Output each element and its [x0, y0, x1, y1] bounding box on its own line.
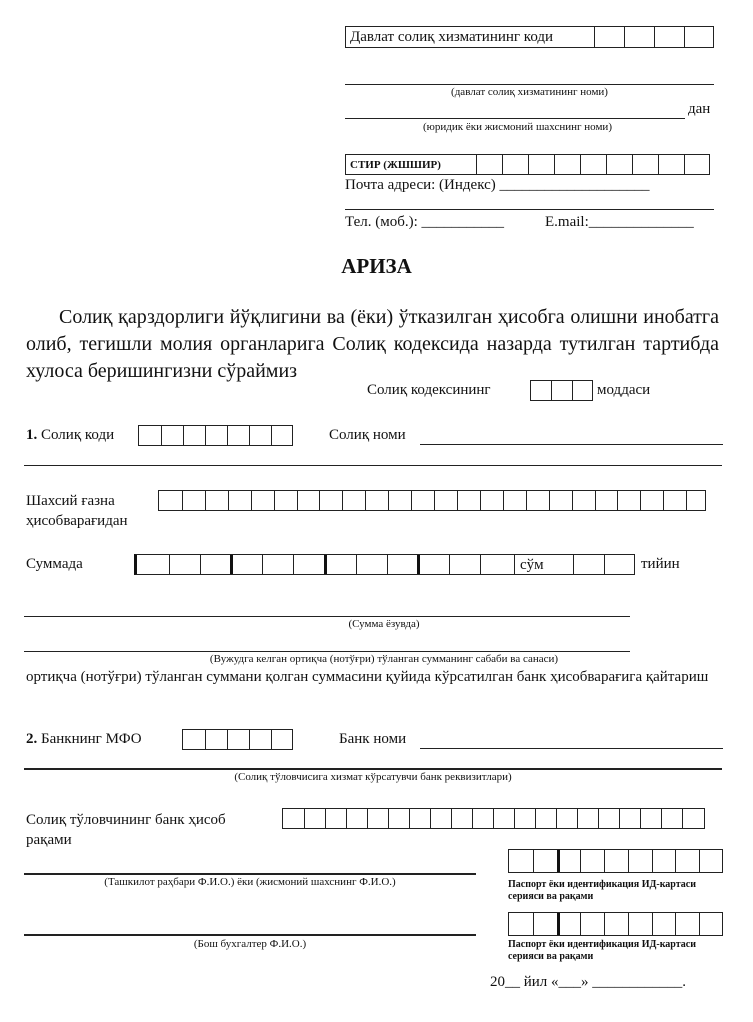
section1-header [26, 427, 114, 444]
amount-cell[interactable] [387, 555, 418, 574]
treasury-account-cell[interactable] [480, 491, 503, 510]
treasury-account-cell[interactable] [434, 491, 457, 510]
reason-caption: (Вужудга келган ортиқча (нотўғри) тўланган сумманинг сабаби ва санаси) [209, 653, 559, 665]
reason-line[interactable] [24, 651, 630, 652]
tax-code-cell[interactable] [205, 426, 227, 445]
tiyin-cell[interactable] [573, 555, 604, 574]
amount-cell[interactable] [200, 555, 231, 574]
applicant-name-line[interactable] [345, 118, 685, 119]
tiyin-cell[interactable] [604, 555, 634, 574]
bank-account-cell[interactable] [682, 809, 704, 828]
treasury-account-cell[interactable] [205, 491, 228, 510]
tax-code-cell[interactable] [249, 426, 271, 445]
bank-account-cell[interactable] [325, 809, 346, 828]
bank-account-cell[interactable] [388, 809, 409, 828]
treasury-account-box [158, 490, 706, 511]
treasury-account-cell[interactable] [457, 491, 480, 510]
passport-cell[interactable] [699, 913, 722, 935]
passport-cell[interactable] [557, 850, 581, 872]
date-field[interactable]: 20__ йил «___» ____________. [490, 974, 687, 990]
sum-unit-box [514, 554, 635, 575]
amount-cell[interactable] [356, 555, 387, 574]
bank-account-cell[interactable] [577, 809, 598, 828]
treasury-account-cell[interactable] [617, 491, 640, 510]
passport-caption-2: Паспорт ёки идентификация ИД-картаси серияси ва рақами [508, 939, 696, 962]
head-caption: (Ташкилот раҳбари Ф.И.О.) ёки (жисмоний шахснинг Ф.И.О.) [104, 876, 396, 888]
tin-label: СТИР (ЖШШИР) [350, 159, 441, 171]
passport-cell[interactable] [557, 913, 581, 935]
head-signature-line[interactable] [24, 873, 476, 875]
bank-account-cell[interactable] [304, 809, 325, 828]
bank-account-cell[interactable] [472, 809, 493, 828]
tax-name-label: Солиқ номи [329, 427, 406, 443]
article-label-after: моддаси [597, 382, 651, 398]
article-cell[interactable] [551, 381, 571, 400]
treasury-account-cell[interactable] [274, 491, 297, 510]
accountant-caption: (Бош бухгалтер Ф.И.О.) [193, 938, 307, 950]
mfo-cell[interactable] [271, 730, 292, 749]
bank-account-cell[interactable] [430, 809, 451, 828]
tax-service-code-box [345, 26, 714, 48]
passport-box-1 [508, 849, 723, 873]
mfo-label: Банкнинг МФО [41, 731, 142, 747]
bank-name-line[interactable] [420, 748, 723, 749]
passport-cell[interactable] [604, 850, 628, 872]
bank-account-cell[interactable] [598, 809, 619, 828]
tiyin-label: тийин [641, 556, 680, 572]
treasury-account-cell[interactable] [182, 491, 205, 510]
address-line[interactable] [345, 209, 714, 210]
article-cell[interactable] [572, 381, 592, 400]
mfo-box [182, 729, 293, 750]
bank-name-label: Банк номи [339, 731, 407, 747]
bank-account-label: Солиқ тўловчининг банк ҳисоб рақами [26, 812, 226, 848]
treasury-account-cell[interactable] [159, 491, 182, 510]
treasury-account-cell[interactable] [251, 491, 274, 510]
passport-cell[interactable] [699, 850, 722, 872]
passport-cell[interactable] [604, 913, 628, 935]
tin-cell[interactable] [658, 155, 684, 174]
bank-account-cell[interactable] [535, 809, 556, 828]
treasury-account-cell[interactable] [365, 491, 388, 510]
tax-service-code-label: Давлат солиқ хизматининг коди [350, 29, 554, 45]
tin-cell[interactable] [528, 155, 554, 174]
bank-details-caption: (Солиқ тўловчисига хизмат кўрсатувчи банк реквизитлари) [234, 771, 512, 783]
treasury-account-cell[interactable] [640, 491, 663, 510]
passport-cell[interactable] [509, 850, 533, 872]
bank-account-cell[interactable] [619, 809, 640, 828]
bank-details-line [24, 768, 722, 770]
treasury-account-cell[interactable] [595, 491, 618, 510]
article-label-before: Солиқ кодексининг [367, 382, 491, 398]
section1-number: 1. [26, 427, 38, 443]
amount-cell[interactable] [169, 555, 200, 574]
bank-account-cell[interactable] [283, 809, 304, 828]
tax-code-cell[interactable] [183, 426, 205, 445]
treasury-account-cell[interactable] [342, 491, 365, 510]
tin-box [345, 154, 710, 175]
mfo-cell[interactable] [205, 730, 227, 749]
bank-account-cell[interactable] [556, 809, 577, 828]
passport-cell[interactable] [580, 913, 604, 935]
tax-service-code-cell[interactable] [684, 27, 713, 47]
tin-cell[interactable] [580, 155, 606, 174]
amount-cell[interactable] [262, 555, 293, 574]
amount-cell[interactable] [230, 555, 262, 574]
bank-account-cell[interactable] [367, 809, 388, 828]
treasury-account-cell[interactable] [228, 491, 251, 510]
accountant-signature-line[interactable] [24, 934, 476, 936]
treasury-account-cell[interactable] [297, 491, 320, 510]
treasury-account-cell[interactable] [663, 491, 686, 510]
passport-caption-1: Паспорт ёки идентификация ИД-картаси серияси ва рақами [508, 879, 696, 902]
tin-cell[interactable] [476, 155, 502, 174]
amount-cell[interactable] [417, 555, 449, 574]
from-suffix: дан [688, 101, 711, 117]
tin-cell[interactable] [632, 155, 658, 174]
passport-cell[interactable] [652, 913, 676, 935]
mfo-cell[interactable] [249, 730, 271, 749]
amount-label: Суммада [26, 556, 83, 572]
bank-account-cell[interactable] [409, 809, 430, 828]
section2-number: 2. [26, 731, 38, 747]
tax-code-box [138, 425, 293, 446]
passport-cell[interactable] [652, 850, 676, 872]
treasury-account-cell[interactable] [411, 491, 434, 510]
passport-cell[interactable] [533, 913, 557, 935]
applicant-name-caption: (юридик ёки жисмоний шахснинг номи) [423, 121, 612, 133]
bank-account-box [282, 808, 705, 829]
treasury-account-cell[interactable] [526, 491, 549, 510]
treasury-account-label: Шахсий ғазна ҳисобварағидан [26, 493, 128, 529]
tax-code-cell[interactable] [271, 426, 292, 445]
article-number-box [530, 380, 593, 401]
phone-field[interactable]: Тел. (моб.): ___________ [345, 214, 505, 230]
amount-cell[interactable] [137, 555, 169, 574]
amount-in-words-line[interactable] [24, 616, 630, 617]
bank-account-cell[interactable] [640, 809, 661, 828]
passport-cell[interactable] [675, 850, 699, 872]
amount-cell[interactable] [480, 555, 514, 574]
treasury-account-cell[interactable] [686, 491, 705, 510]
tin-cell[interactable] [684, 155, 709, 174]
bank-account-cell[interactable] [493, 809, 514, 828]
treasury-account-cell[interactable] [319, 491, 342, 510]
treasury-account-cell[interactable] [503, 491, 526, 510]
mfo-cell[interactable] [227, 730, 249, 749]
amount-cell[interactable] [449, 555, 480, 574]
mfo-cell[interactable] [183, 730, 205, 749]
tax-code-cell[interactable] [139, 426, 161, 445]
amount-box [134, 554, 515, 575]
tax-service-name-line[interactable] [345, 84, 714, 85]
passport-cell[interactable] [628, 913, 652, 935]
tin-cell[interactable] [502, 155, 528, 174]
postal-address-field[interactable]: Почта адреси: (Индекс) ____________________ [345, 177, 650, 193]
passport-box-2 [508, 912, 723, 936]
tax-service-code-cell[interactable] [594, 27, 624, 47]
section2-header [26, 731, 142, 748]
amount-in-words-caption: (Сумма ёзувда) [348, 618, 420, 630]
passport-cell[interactable] [509, 913, 533, 935]
treasury-account-cell[interactable] [549, 491, 572, 510]
treasury-account-cell[interactable] [572, 491, 595, 510]
bank-account-cell[interactable] [451, 809, 472, 828]
amount-cell[interactable] [293, 555, 324, 574]
document-title: АРИЗА [341, 254, 412, 278]
article-cell[interactable] [531, 381, 551, 400]
bank-account-cell[interactable] [346, 809, 367, 828]
tin-cell[interactable] [554, 155, 580, 174]
request-text: Солиқ қарздорлиги йўқлигини ва (ёки) ўтказилган ҳисобга олишни инобатга олиб, тегишли молия органларига Солиқ кодексида назарда тутилган тартибда хулоса беришингизни сўраймиз [26, 306, 719, 382]
return-text: ортиқча (нотўғри) тўланган суммани қолган суммасини қуйида кўрсатилган банк ҳисобварағига қайтариш [26, 669, 709, 685]
tax-code-cell[interactable] [227, 426, 249, 445]
bank-account-cell[interactable] [514, 809, 535, 828]
tax-code-cell[interactable] [161, 426, 183, 445]
section1-separator [24, 465, 722, 466]
treasury-account-cell[interactable] [388, 491, 411, 510]
tax-service-code-cell[interactable] [624, 27, 654, 47]
tax-service-name-caption: (давлат солиқ хизматининг номи) [451, 86, 608, 98]
bank-account-cell[interactable] [661, 809, 682, 828]
tax-service-code-cell[interactable] [654, 27, 684, 47]
amount-cell[interactable] [324, 555, 356, 574]
email-field[interactable]: E.mail:______________ [545, 214, 694, 230]
passport-cell[interactable] [580, 850, 604, 872]
tin-cell[interactable] [606, 155, 632, 174]
sum-unit-label: сўм [520, 557, 544, 573]
tax-name-line[interactable] [420, 444, 723, 445]
tax-code-label: Солиқ коди [41, 427, 115, 443]
passport-cell[interactable] [533, 850, 557, 872]
passport-cell[interactable] [675, 913, 699, 935]
passport-cell[interactable] [628, 850, 652, 872]
